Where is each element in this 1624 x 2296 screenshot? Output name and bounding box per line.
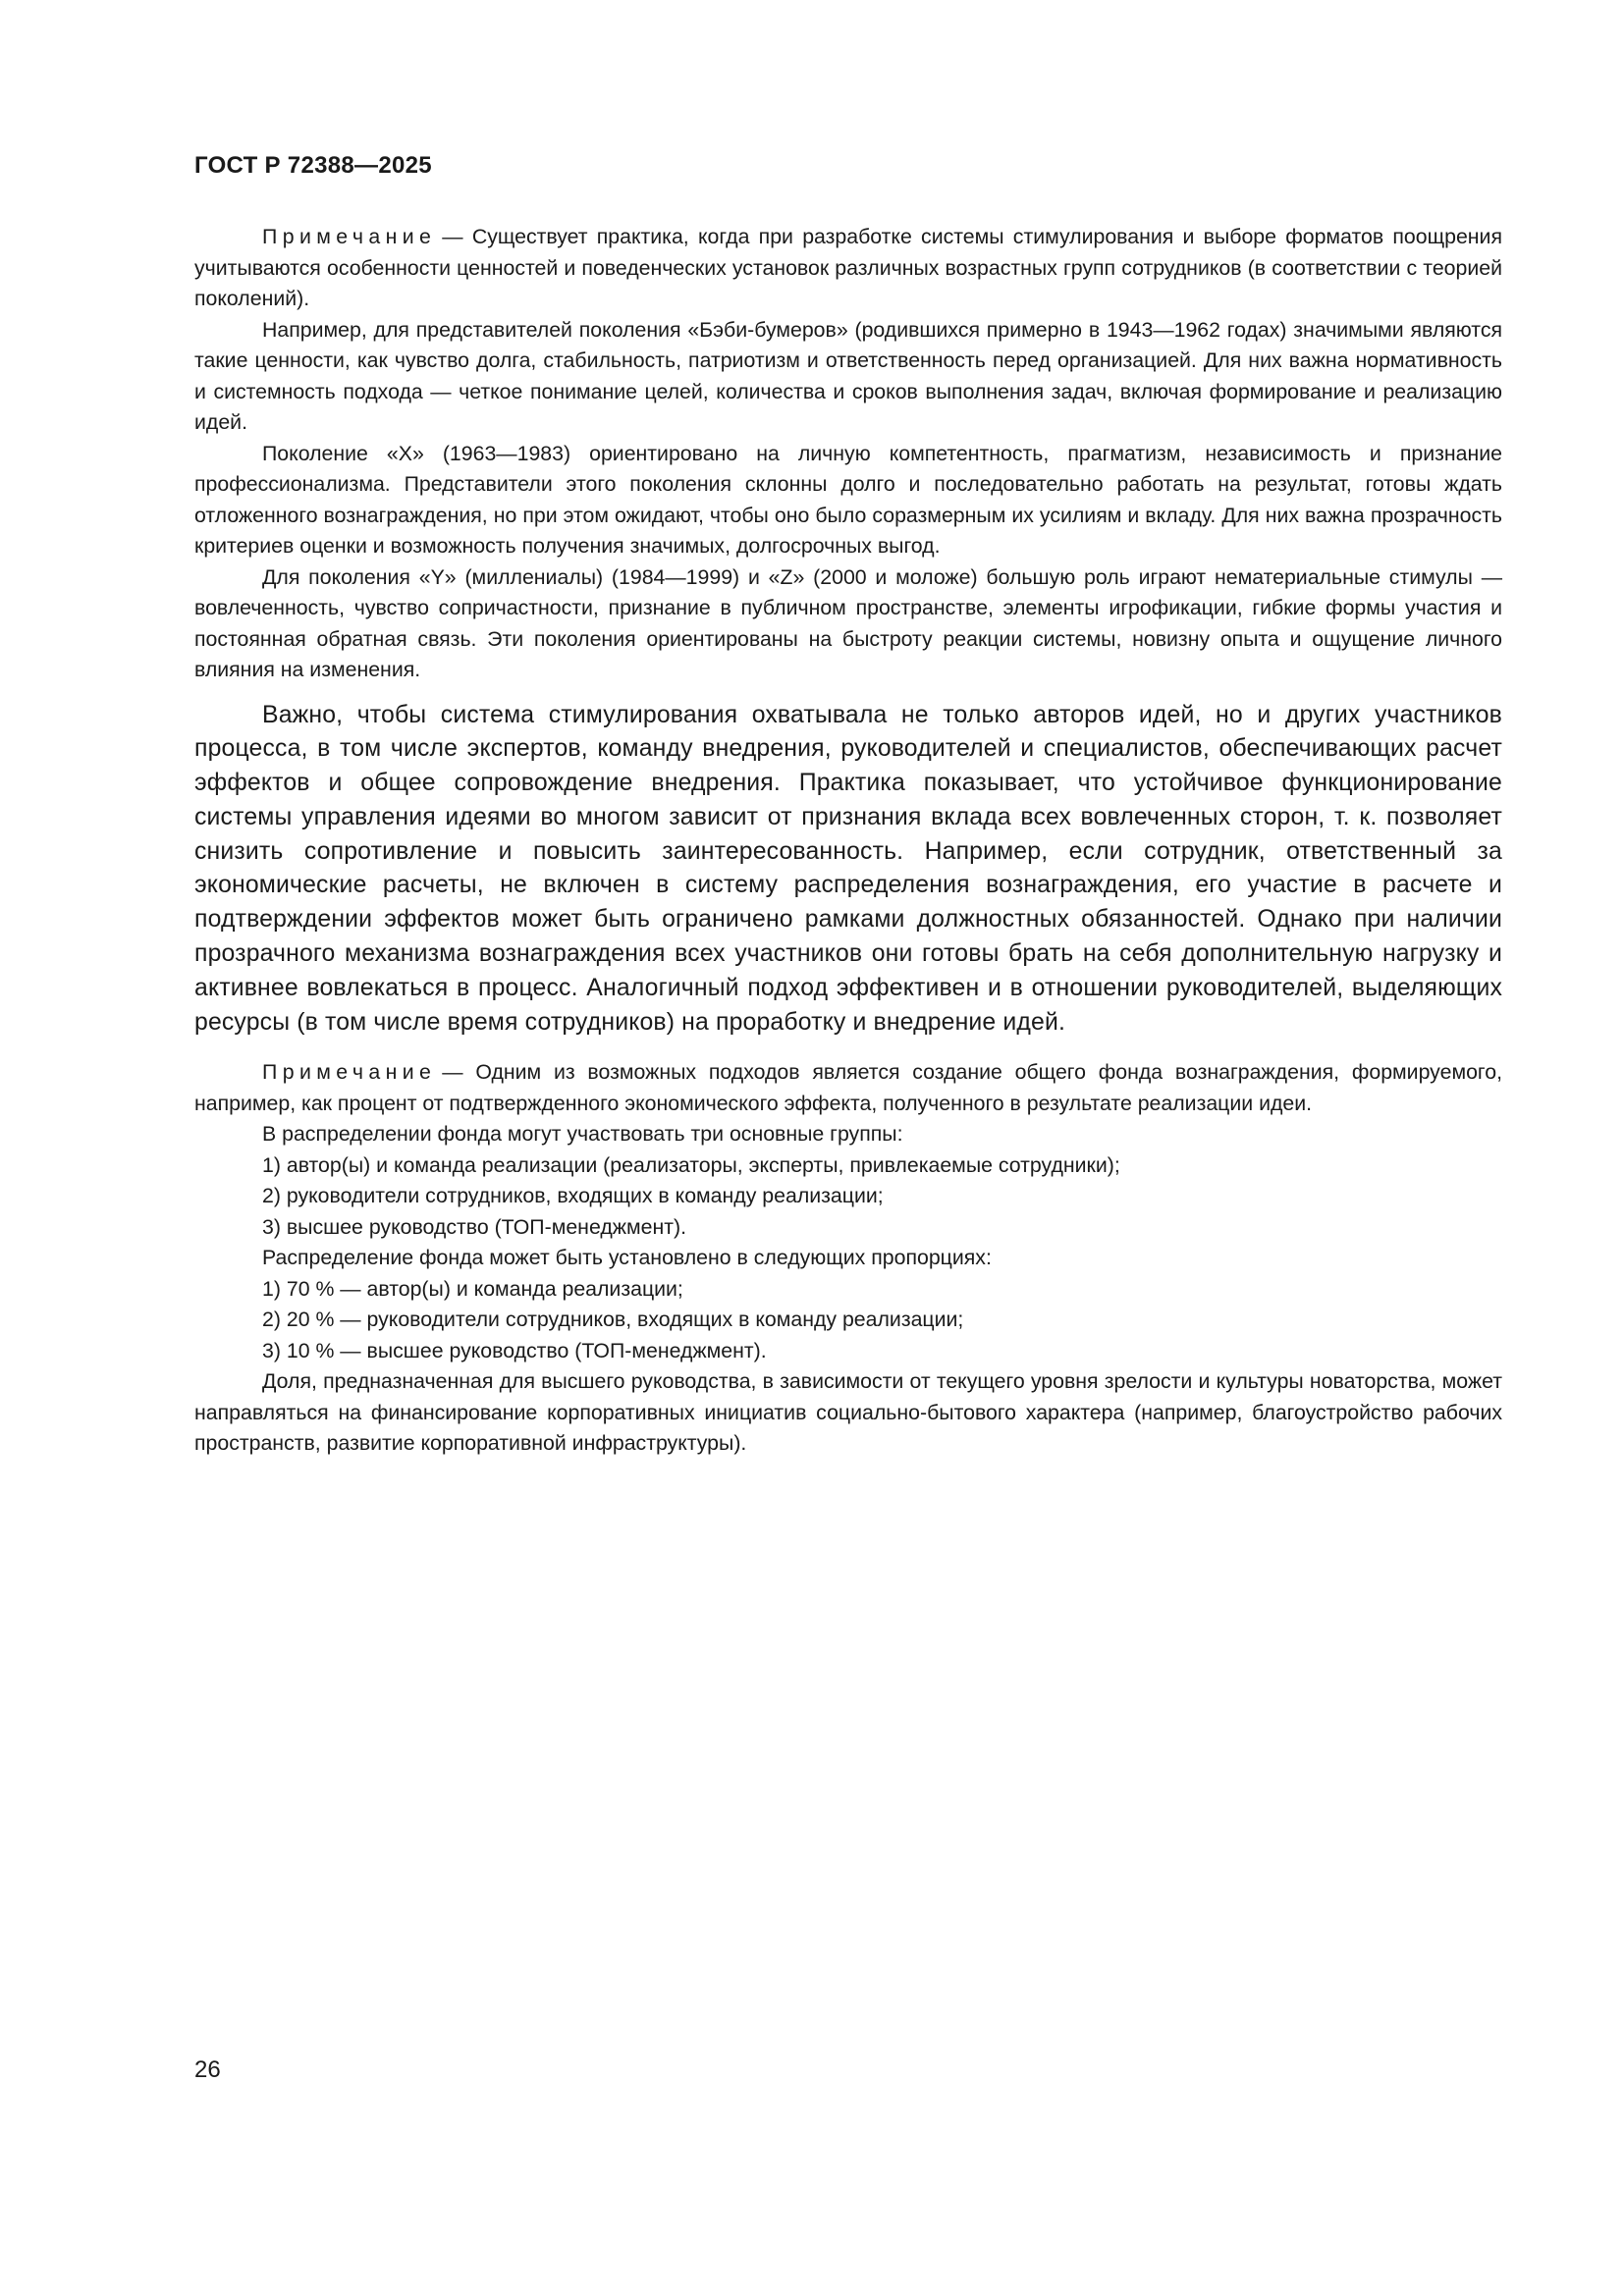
list-item: 3) высшее руководство (ТОП-менеджмент).: [262, 1214, 686, 1239]
note-paragraph: Для поколения «Y» (миллениалы) (1984—1999) и «Z» (2000 и моложе) большую роль играют нематериальные стимулы — вовлеченность, чувство сопричастности, признание в публичном пространстве, элементы игрофикации, гибкие формы участия и постоянная обратная связь. Эти поколения ориентированы на быстроту реакции системы, новизну опыта и ощущение личного влияния на изменения.: [194, 564, 1502, 681]
body-paragraph: Важно, чтобы система стимулирования охватывала не только авторов идей, но и других участников процесса, в том числе экспертов, команду внедрения, руководителей и специалистов, обеспечивающих расчет эффектов и общее сопровождение внедрения. Практика показывает, что устойчивое функционирование системы управления идеями во многом зависит от признания вклада всех вовлеченных сторон, т. к. позволяет снизить сопротивление и повысить заинтересованность. Например, если сотрудник, ответственный за экономические расчеты, не включен в систему распределения вознаграждения, его участие в расчете и подтверждении эффектов может быть ограничено рамками должностных обязанностей. Однако при наличии прозрачного механизма вознаграждения всех участников они готовы брать на себя дополнительную нагрузку и активнее вовлекаться в процесс. Аналогичный подход эффективен и в отношении руководителей, выделяющих ресурсы (в том числе время сотрудников) на проработку и внедрение идей.: [194, 701, 1502, 1036]
list-item: 3) 10 % — высшее руководство (ТОП-менеджмент).: [262, 1338, 767, 1362]
note-paragraph: Например, для представителей поколения «Бэби-бумеров» (родившихся примерно в 1943—1962 годах) значимыми являются такие ценности, как чувство долга, стабильность, патриотизм и ответственность перед организацией. Для них важна нормативность и системность подхода — четкое понимание целей, количества и сроков выполнения задач, включая формирование и реализацию идей.: [194, 317, 1502, 434]
page-content: [194, 222, 1502, 1460]
main-text: [194, 699, 1502, 1041]
list-heading: Распределение фонда может быть установлено в следующих пропорциях:: [262, 1246, 992, 1270]
document-header: ГОСТ Р 72388—2025: [194, 152, 432, 179]
note-label: Примечание: [262, 1060, 437, 1085]
note-label: Примечание: [262, 225, 437, 248]
note-paragraph: [194, 222, 1502, 315]
list-heading: В распределении фонда могут участвовать три основные группы:: [262, 1122, 903, 1147]
list-item: 1) автор(ы) и команда реализации (реализаторы, эксперты, привлекаемые сотрудники);: [262, 1152, 1120, 1177]
list-item: 2) 20 % — руководители сотрудников, входящих в команду реализации;: [262, 1308, 964, 1332]
note-paragraph: Поколение «X» (1963—1983) ориентировано на личную компетентность, прагматизм, независимость и признание профессионализма. Представители этого поколения склонны долго и последовательно работать на результат, готовы ждать отложенного вознаграждения, но при этом ожидают, чтобы оно было соразмерным их усилиям и вкладу. Для них важна прозрачность критериев оценки и возможность получения значимых, долгосрочных выгод.: [194, 441, 1502, 558]
note-paragraph: Доля, предназначенная для высшего руководства, в зависимости от текущего уровня зрелости и культуры новаторства, может направляться на финансирование корпоративных инициатив социально-бытового характера (например, благоустройство рабочих пространств, развитие корпоративной инфраструктуры).: [194, 1369, 1502, 1456]
list-item: 1) 70 % — автор(ы) и команда реализации;: [262, 1276, 683, 1301]
note-text: — Одним из возможных подходов является создание общего фонда вознаграждения, формируемого, например, как процент от подтвержденного экономического эффекта, полученного в результате реализации идеи.: [194, 1060, 1502, 1115]
page-number: 26: [194, 2056, 221, 2083]
note-reward-fund: [194, 1057, 1502, 1460]
note-text: — Существует практика, когда при разработке системы стимулирования и выборе форматов поощрения учитываются особенности ценностей и поведенческих установок различных возрастных групп сотрудников (в соответствии с теорией поколений).: [194, 225, 1502, 310]
note-generations: [194, 222, 1502, 686]
list-item: 2) руководители сотрудников, входящих в команду реализации;: [262, 1184, 884, 1208]
note-paragraph: [194, 1057, 1502, 1119]
